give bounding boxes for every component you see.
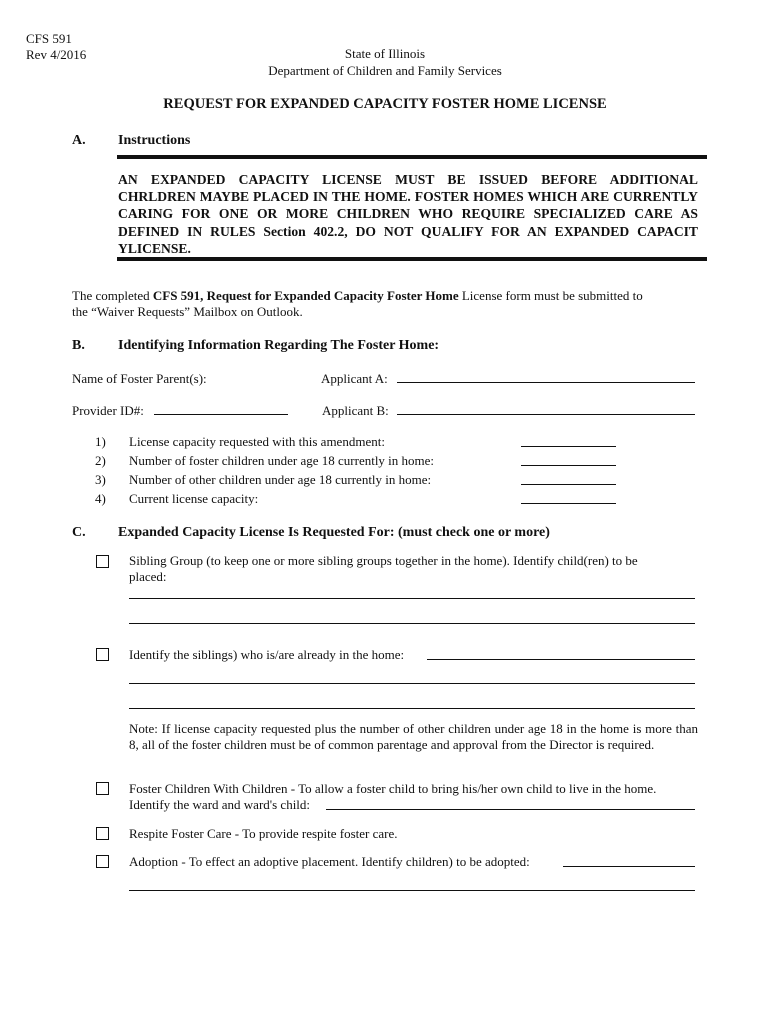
ward-and-child-field[interactable] [326,809,695,810]
page-title: REQUEST FOR EXPANDED CAPACITY FOSTER HOME LICENSE [163,96,607,112]
adoption-children-field[interactable] [563,866,695,867]
submit-suffix: License form must be submitted to [458,288,643,303]
applicant-a-label: Applicant A: [321,371,388,386]
sibling-children-field[interactable] [129,623,695,624]
foster-children-with-children-checkbox[interactable] [96,782,109,795]
form-revision: Rev 4/2016 [26,47,87,62]
form-number: CFS 591 [26,31,72,46]
applicant-b-label: Applicant B: [322,403,389,418]
warning-top-rule [117,155,707,159]
foster-children-with-children-text: Foster Children With Children - To allow a foster child to bring his/her own child to live in the home. [129,781,657,796]
item-number: 4) [95,491,106,506]
item-number: 2) [95,453,106,468]
state-name: State of Illinois [344,46,426,61]
submit-instructions [72,288,702,304]
respite-foster-care-text: Respite Foster Care - To provide respite foster care. [129,826,398,841]
item-text: Number of foster children under age 18 currently in home: [129,453,435,468]
submit-prefix: The completed [72,288,153,303]
section-a-letter: A. [72,133,86,148]
other-children-count-field[interactable] [521,484,616,485]
section-a-heading: Instructions [118,133,191,148]
section-c-heading: Expanded Capacity License Is Requested For: (must check one or more) [118,525,550,540]
foster-parent-name-label: Name of Foster Parent(s): [72,371,207,386]
adoption-text: Adoption - To effect an adoptive placement. Identify children) to be adopted: [129,854,530,869]
item-number: 1) [95,434,106,449]
respite-foster-care-checkbox[interactable] [96,827,109,840]
provider-id-label: Provider ID#: [72,403,144,418]
item-number: 3) [95,472,106,487]
submit-instructions-line2: the “Waiver Requests” Mailbox on Outlook. [72,304,303,319]
applicant-a-field[interactable] [397,382,695,383]
submit-form-name: CFS 591, Request for Expanded Capacity Foster Home [152,288,459,303]
sibling-group-text-line2: placed: [129,569,167,584]
adoption-children-field[interactable] [129,890,695,891]
siblings-in-home-field[interactable] [427,659,695,660]
section-b-letter: B. [72,338,85,353]
section-c-letter: C. [72,525,86,540]
identify-siblings-checkbox[interactable] [96,648,109,661]
current-capacity-field[interactable] [521,503,616,504]
license-capacity-requested-field[interactable] [521,446,616,447]
capacity-note: Note: If license capacity requested plus the number of other children under age 18 in the home is more than 8, all of the foster children must be of common parentage and approval from the Director is required. [129,721,698,752]
sibling-group-checkbox[interactable] [96,555,109,568]
identify-ward-label: Identify the ward and ward's child: [129,797,311,812]
siblings-in-home-field[interactable] [129,683,695,684]
sibling-group-text: Sibling Group (to keep one or more sibling groups together in the home). Identify child(ren) to be [129,553,638,568]
identify-siblings-text: Identify the siblings) who is/are already in the home: [129,647,405,662]
item-text: License capacity requested with this amendment: [129,434,385,449]
foster-children-count-field[interactable] [521,465,616,466]
sibling-children-field[interactable] [129,598,695,599]
adoption-checkbox[interactable] [96,855,109,868]
item-text: Number of other children under age 18 currently in home: [129,472,432,487]
siblings-in-home-field[interactable] [129,708,695,709]
warning-text: AN EXPANDED CAPACITY LICENSE MUST BE ISSUED BEFORE ADDITIONAL CHRLDREN MAYBE PLACED IN THE HOME. FOSTER HOMES WHICH ARE CURRENTLY CARING FOR ONE OR MORE CHILDREN WHO REQUIRE SPECIALIZED CARE AS DEFINED IN RULES Section 402.2, DO NOT QUALIFY FOR AN EXPANDED CAPACIT YLICENSE. [118,172,698,256]
item-text: Current license capacity: [129,491,259,506]
warning-bottom-rule [117,257,707,261]
applicant-b-field[interactable] [397,414,695,415]
section-b-heading: Identifying Information Regarding The Foster Home: [118,338,440,353]
department-name: Department of Children and Family Services [268,63,502,78]
provider-id-field[interactable] [154,414,288,415]
